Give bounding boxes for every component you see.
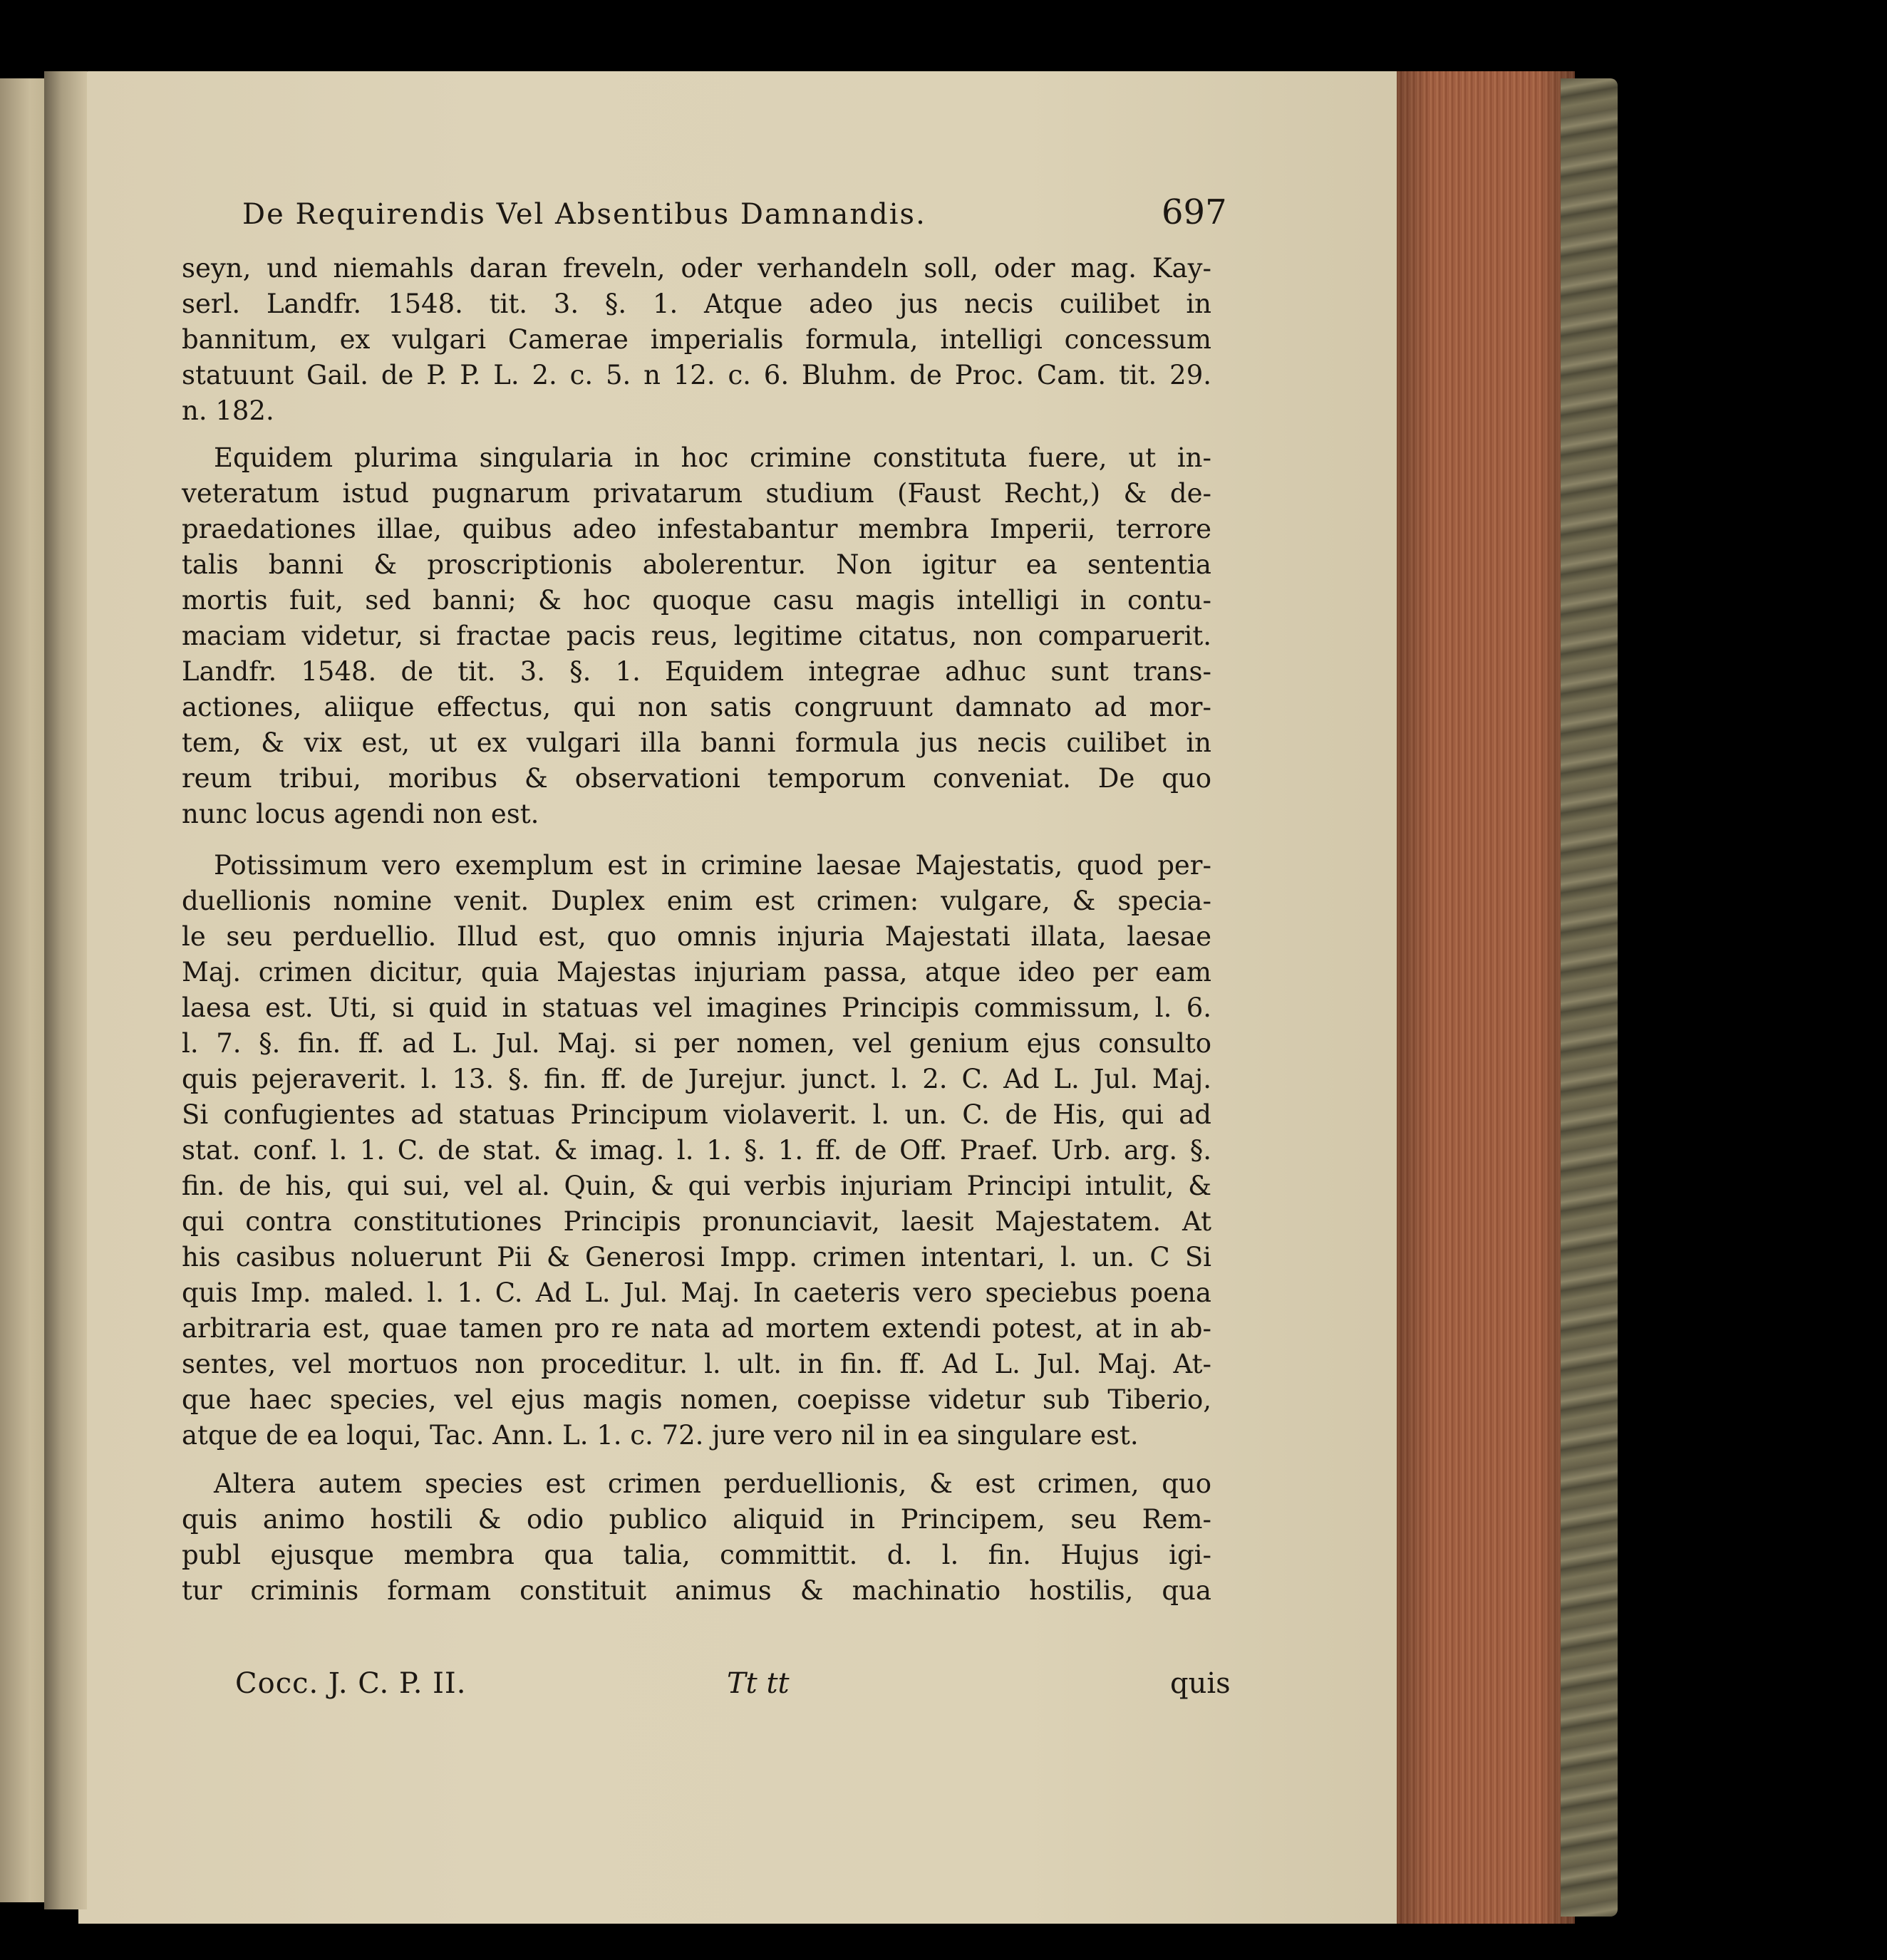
text-line: l. 7. §. fin. ff. ad L. Jul. Maj. si per nomen, vel genium ejus consulto: [182, 1028, 1211, 1059]
text-line: n. 182.: [182, 395, 274, 426]
paragraph-first-line: Potissimum vero exemplum est in crimine laesae Majestatis, quod per-: [214, 850, 1211, 881]
sheet-mark: Tt tt: [727, 1667, 790, 1700]
text-line: publ ejusque membra qua talia, committit. d. l. fin. Hujus igi-: [182, 1540, 1211, 1570]
text-line: quis pejeraverit. l. 13. §. fin. ff. de Jurejur. junct. l. 2. C. Ad L. Jul. Maj.: [182, 1064, 1211, 1094]
text-line: mortis fuit, sed banni; & hoc quoque casu magis intelligi in contu-: [182, 585, 1211, 616]
text-line: serl. Landfr. 1548. tit. 3. §. 1. Atque adeo jus necis cuilibet in: [182, 289, 1211, 319]
page-number: 697: [1162, 192, 1227, 232]
signature-line: Cocc. J. C. P. II.: [235, 1667, 467, 1700]
text-line: actiones, aliique effectus, qui non satis congruunt damnato ad mor-: [182, 692, 1211, 722]
paragraph-first-line: Altera autem species est crimen perduellionis, & est crimen, quo: [214, 1468, 1211, 1499]
text-line: reum tribui, moribus & observationi temporum conveniat. De quo: [182, 763, 1211, 794]
text-line: tur criminis formam constituit animus & machinatio hostilis, qua: [182, 1575, 1211, 1606]
text-line: Maj. crimen dicitur, quia Majestas injuriam passa, atque ideo per eam: [182, 957, 1211, 987]
page-text: [143, 0, 1254, 1960]
text-line: laesa est. Uti, si quid in statuas vel imagines Principis commissum, l. 6.: [182, 992, 1211, 1023]
paragraph-first-line: Equidem plurima singularia in hoc crimine constituta fuere, ut in-: [214, 442, 1211, 473]
text-line: sentes, vel mortuos non proceditur. l. ult. in fin. ff. Ad L. Jul. Maj. At-: [182, 1349, 1211, 1379]
running-title: De Requirendis Vel Absentibus Damnandis.: [242, 198, 926, 231]
text-line: statuunt Gail. de P. P. L. 2. c. 5. n 12. c. 6. Bluhm. de Proc. Cam. tit. 29.: [182, 360, 1211, 390]
text-line: quis Imp. maled. l. 1. C. Ad L. Jul. Maj. In caeteris vero speciebus poena: [182, 1277, 1211, 1308]
text-line: quis animo hostili & odio publico aliquid in Principem, seu Rem-: [182, 1504, 1211, 1535]
text-line: veteratum istud pugnarum privatarum studium (Faust Recht,) & de-: [182, 478, 1211, 509]
text-line: praedationes illae, quibus adeo infestabantur membra Imperii, terrore: [182, 514, 1211, 544]
text-line: seyn, und niemahls daran freveln, oder verhandeln soll, oder mag. Kay-: [182, 253, 1211, 284]
text-line: duellionis nomine venit. Duplex enim est crimen: vulgare, & specia-: [182, 886, 1211, 916]
text-line: his casibus noluerunt Pii & Generosi Impp. crimen intentari, l. un. C Si: [182, 1242, 1211, 1272]
book-gutter: [44, 71, 87, 1909]
text-line: fin. de his, qui sui, vel al. Quin, & qui verbis injuriam Principi intulit, &: [182, 1171, 1211, 1201]
text-line: atque de ea loqui, Tac. Ann. L. 1. c. 72. jure vero nil in ea singulare est.: [182, 1420, 1139, 1451]
text-line: talis banni & proscriptionis abolerentur. Non igitur ea sententia: [182, 549, 1211, 580]
text-line: bannitum, ex vulgari Camerae imperialis formula, intelligi concessum: [182, 324, 1211, 355]
text-line: que haec species, vel ejus magis nomen, coepisse videtur sub Tiberio,: [182, 1384, 1211, 1415]
text-line: arbitraria est, quae tamen pro re nata ad mortem extendi potest, at in ab-: [182, 1313, 1211, 1344]
text-line: Landfr. 1548. de tit. 3. §. 1. Equidem integrae adhuc sunt trans-: [182, 656, 1211, 687]
text-line: maciam videtur, si fractae pacis reus, legitime citatus, non comparuerit.: [182, 621, 1211, 651]
text-line: stat. conf. l. 1. C. de stat. & imag. l. 1. §. 1. ff. de Off. Praef. Urb. arg. §.: [182, 1135, 1211, 1166]
left-page-edge: [0, 78, 50, 1902]
text-line: nunc locus agendi non est.: [182, 799, 539, 829]
text-line: Si confugientes ad statuas Principum violaverit. l. un. C. de His, qui ad: [182, 1099, 1211, 1130]
catchword: quis: [1170, 1667, 1231, 1700]
page-edges-shade: [1397, 71, 1575, 1924]
text-line: tem, & vix est, ut ex vulgari illa banni formula jus necis cuilibet in: [182, 727, 1211, 758]
text-line: le seu perduellio. Illud est, quo omnis injuria Majestati illata, laesae: [182, 921, 1211, 952]
text-line: qui contra constitutiones Principis pronunciavit, laesit Majestatem. At: [182, 1206, 1211, 1237]
marbled-cover-board: [1561, 78, 1618, 1917]
